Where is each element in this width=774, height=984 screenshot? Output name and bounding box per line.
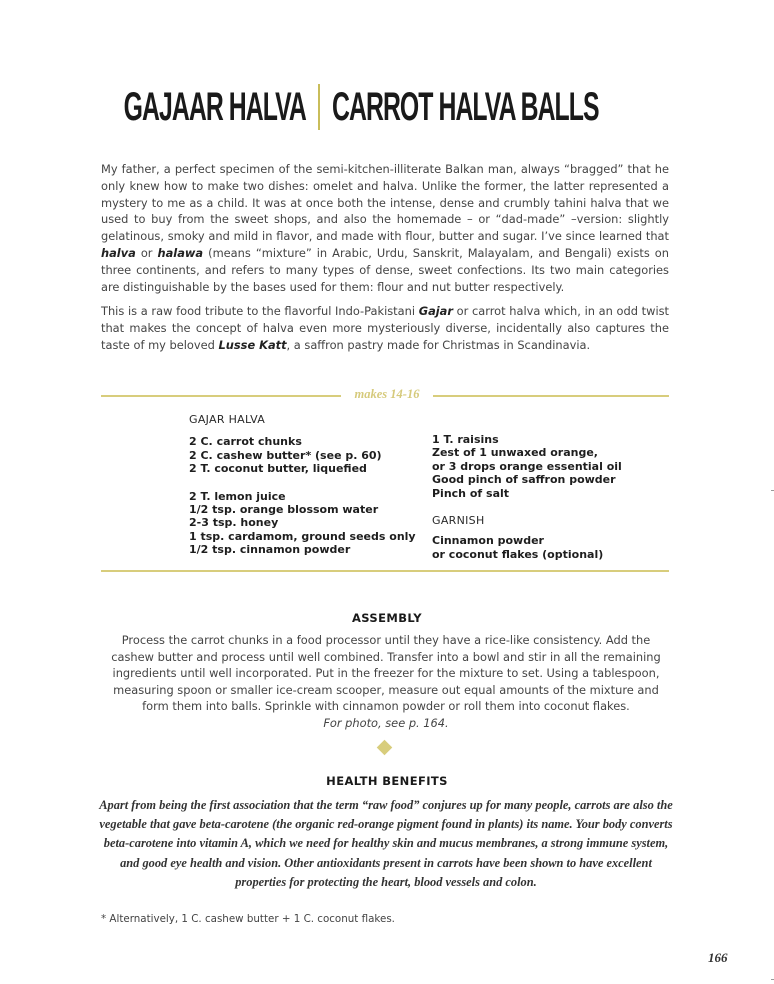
ingredient-item: Zest of 1 unwaxed orange, — [432, 446, 598, 460]
ingredient-item: Good pinch of saffron powder — [432, 473, 616, 487]
diamond-ornament-icon — [377, 740, 393, 756]
title-carrot-halva-balls: CARROT HALVA BALLS — [331, 84, 599, 129]
health-benefits-heading: HEALTH BENEFITS — [326, 774, 448, 788]
ingredients-left-column — [189, 413, 416, 557]
intro-paragraph-1: My father, a perfect specimen of the semi-kitchen-illiterate Balkan man, always “bragged” that he only knew how to make two dishes: omelet and halva. Unlike the former, the latter represented a mystery to me as a child. It was at once both the intense, dense and crumbly tahini halva that we used to buy from the sweet shops, and also the homemade – or “dad-made” –version: slightly gelatinous, smoky and mild in flavor, and made with flour, butter and sugar. I’ve since learned that halva or halawa (means “mixture” in Arabic, Urdu, Sanskrit, Malayalam, and Bengali) exists on three continents, and refers to many types of dense, sweet confections. Its two main categories are distinguishable by the bases used for them: flour and nut butter respectively. — [101, 162, 669, 294]
page-number: 166 — [708, 950, 728, 965]
ingredient-item: 1 T. raisins — [432, 433, 499, 446]
garnish-item: Cinnamon powder — [432, 534, 544, 548]
title-divider — [318, 84, 320, 130]
ingredient-item: 1/2 tsp. cinnamon powder — [189, 543, 351, 557]
ingredient-item: 1/2 tsp. orange blossom water — [189, 503, 379, 517]
ingredient-item: 2 C. carrot chunks — [189, 435, 302, 449]
term-lusse-katt: Lusse Katt — [218, 337, 287, 352]
ingredient-item: 2-3 tsp. honey — [189, 516, 279, 530]
ingredient-item: or 3 drops orange essential oil — [432, 459, 622, 473]
ingredient-item: 2 C. cashew butter* (see p. 60) — [189, 448, 382, 462]
recipe-heading: GAJAR HALVA — [189, 413, 266, 426]
term-gajar: Gajar — [418, 304, 453, 318]
ingredient-item: Pinch of salt — [432, 486, 510, 500]
garnish-item: or coconut flakes (optional) — [432, 547, 604, 561]
assembly-heading: ASSEMBLY — [351, 611, 423, 625]
intro-paragraph-2: This is a raw food tribute to the flavorful Indo-Pakistani Gajar or carrot halva which, in an odd twist that makes the concept of halva even more mysteriously diverse, incidentally also captures the taste of my beloved Lusse Katt, a saffron pastry made for Christmas in Scandinavia. — [101, 304, 670, 352]
term-halva: halva — [101, 245, 136, 260]
makes-label: makes 14-16 — [354, 387, 420, 401]
term-halawa: halawa — [157, 245, 204, 260]
assembly-text: Process the carrot chunks in a food processor until they have a rice-like consistency. Add the cashew butter and process until well combined. Transfer into a bowl and stir in all the remaining ingredients until well incorporated. Put in the freezer for the mixture to set. Using a tablespoon, measuring spoon or smaller ice-cream scooper, measure out equal amounts of the mixture and form them into balls. Sprinkle with cinnamon powder or roll them into coconut flakes. For photo, see p. 164. — [103, 632, 669, 731]
title-gajaar-halva: GAJAAR HALVA — [123, 84, 306, 129]
ingredient-item: 1 tsp. cardamom, ground seeds only — [189, 529, 416, 543]
page-title — [0, 84, 774, 130]
makes-rule-right — [433, 395, 669, 397]
ingredients-right-column — [432, 433, 622, 561]
footnote: * Alternatively, 1 C. cashew butter + 1 C. coconut flakes. — [101, 913, 395, 925]
health-benefits-text: Apart from being the first association that the term “raw food” conjures up for many people, carrots are also the vegetable that gave beta-carotene (the organic red-orange pigment found in plants) its name. Your body converts beta-carotene into vitamin A, which we need for healthy skin and mucus membranes, a strong immune system, and good eye health and vision. Other antioxidants present in carrots have been shown to have excellent properties for protecting the heart, blood vessels and colon. — [99, 798, 673, 889]
garnish-heading: GARNISH — [432, 514, 485, 528]
recipe-bottom-rule — [101, 570, 669, 572]
photo-reference-note: For photo, see p. 164. — [323, 715, 449, 730]
ingredient-item: 2 T. coconut butter, liquefied — [189, 462, 367, 476]
ingredient-item: 2 T. lemon juice — [189, 489, 286, 503]
